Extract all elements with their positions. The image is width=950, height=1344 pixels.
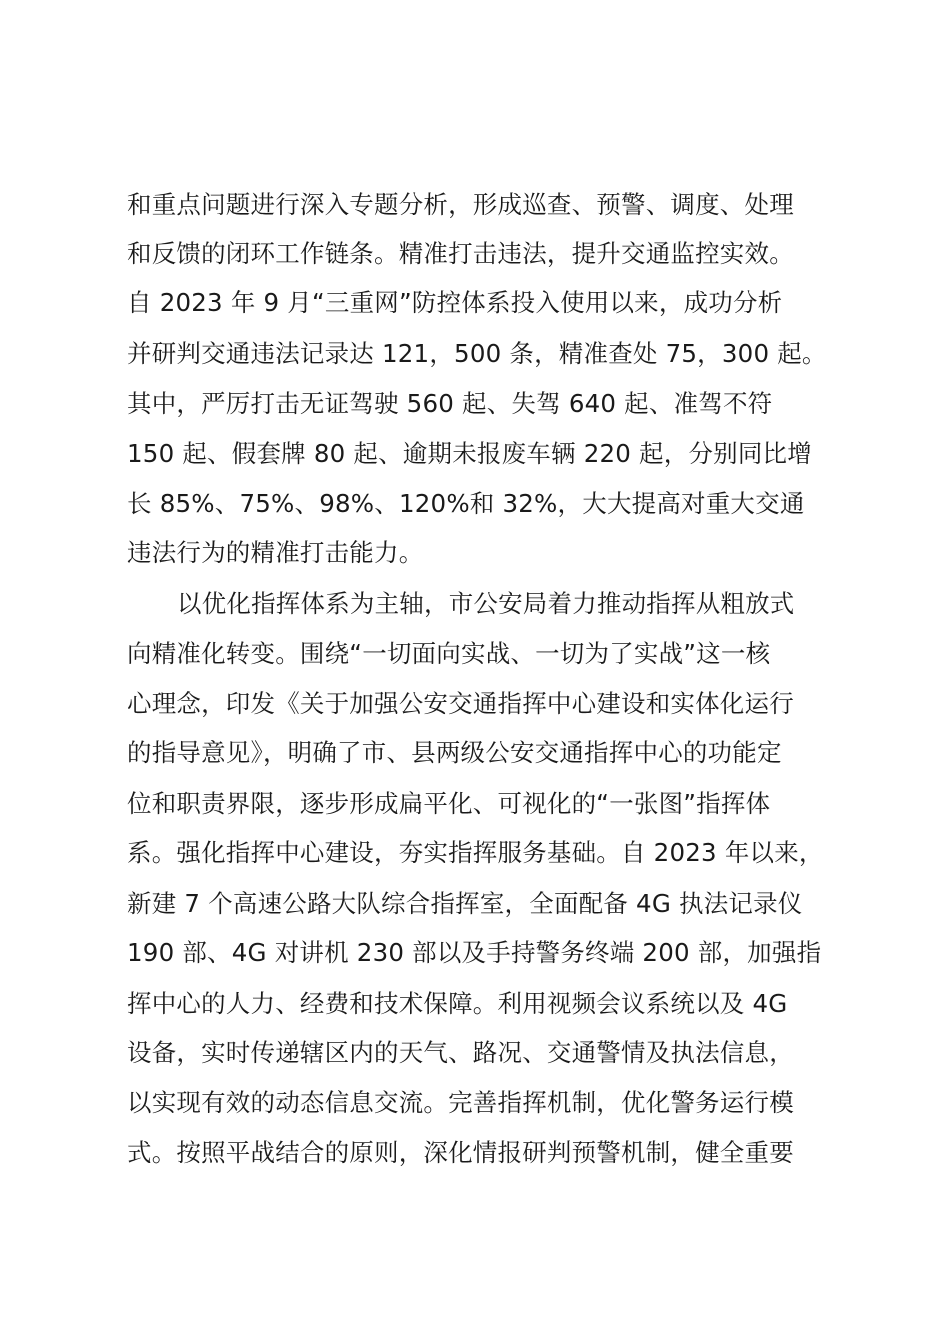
- text-line: 新建 7 个高速公路大队综合指挥室，全面配备 4G 执法记录仪: [127, 889, 803, 918]
- text-line: 设备，实时传递辖区内的天气、路况、交通警情及执法信息，: [127, 1038, 794, 1067]
- text-line: 其中，严厉打击无证驾驶 560 起、失驾 640 起、准驾不符: [127, 389, 773, 418]
- text-line: 以实现有效的动态信息交流。完善指挥机制，优化警务运行模: [127, 1088, 794, 1117]
- text-line: 190 部、4G 对讲机 230 部以及手持警务终端 200 部，加强指: [127, 938, 822, 967]
- text-line: 向精准化转变。围绕“一切面向实战、一切为了实战”这一核: [127, 639, 771, 668]
- text-line: 式。按照平战结合的原则，深化情报研判预警机制，健全重要: [127, 1138, 794, 1167]
- text-line: 并研判交通违法记录达 121，500 条，精准查处 75，300 起。: [127, 339, 827, 368]
- text-line: 和反馈的闭环工作链条。精准打击违法，提升交通监控实效。: [127, 239, 794, 268]
- text-line: 位和职责界限，逐步形成扁平化、可视化的“一张图”指挥体: [127, 789, 771, 818]
- text-line: 心理念，印发《关于加强公安交通指挥中心建设和实体化运行: [127, 689, 794, 718]
- text-line: 自 2023 年 9 月“三重网”防控体系投入使用以来，成功分析: [127, 288, 783, 317]
- text-line: 挥中心的人力、经费和技术保障。利用视频会议系统以及 4G: [127, 989, 788, 1018]
- paragraph-first-line: 以优化指挥体系为主轴，市公安局着力推动指挥从粗放式: [177, 589, 795, 618]
- text-line: 150 起、假套牌 80 起、逾期未报废车辆 220 起，分别同比增: [127, 439, 812, 468]
- text-line: 违法行为的精准打击能力。: [127, 538, 424, 567]
- text-line: 长 85%、75%、98%、120%和 32%，大大提高对重大交通: [127, 489, 805, 518]
- text-line: 系。强化指挥中心建设，夯实指挥服务基础。自 2023 年以来，: [127, 838, 824, 867]
- text-line: 和重点问题进行深入专题分析，形成巡查、预警、调度、处理: [127, 190, 794, 219]
- text-line: 的指导意见》，明确了市、县两级公安交通指挥中心的功能定: [127, 738, 782, 767]
